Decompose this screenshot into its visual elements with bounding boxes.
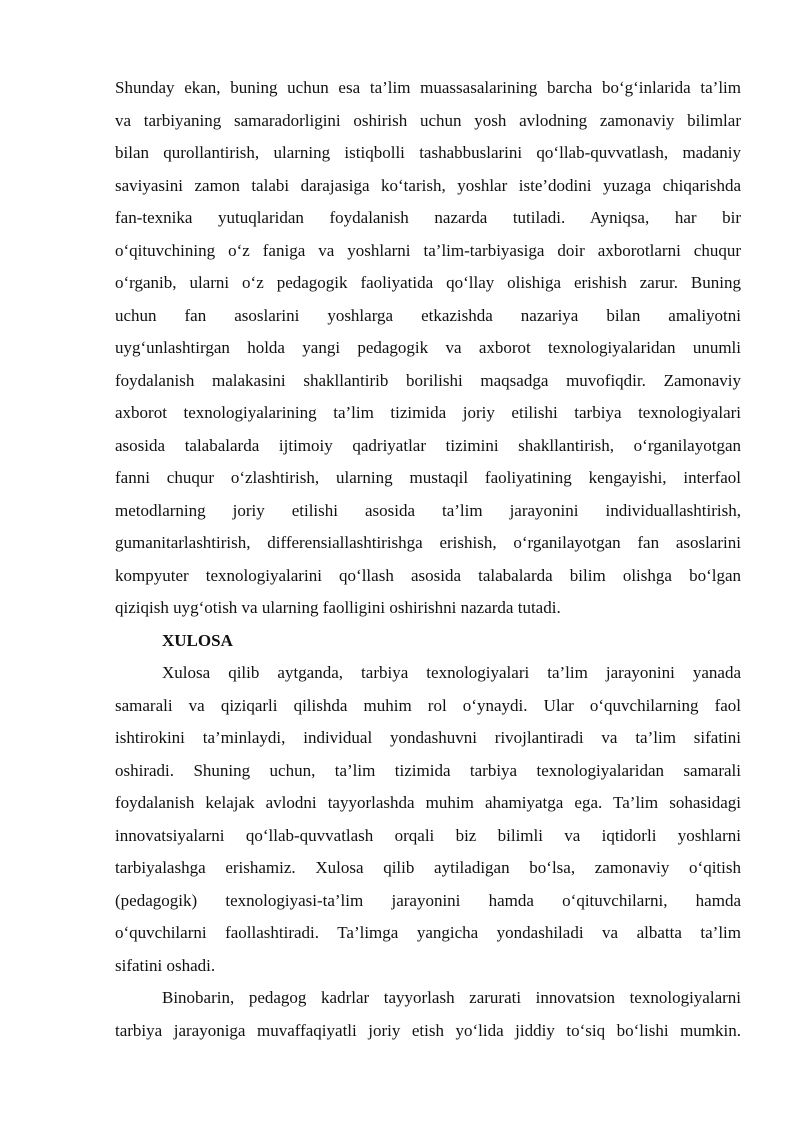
- text-line: axborot texnologiyalarining ta’lim tizimida joriy etilishi tarbiya texnologiyalari: [115, 403, 741, 422]
- text-line: bilan qurollantirish, ularning istiqbolli tashabbuslarini qo‘llab-quvvatlash, madaniy: [115, 143, 741, 162]
- text-line: asosida talabalarda ijtimoiy qadriyatlar tizimini shakllantirish, o‘rganilayotgan: [115, 435, 741, 455]
- text-line: o‘rganib, ularni o‘z pedagogik faoliyatida qo‘llay olishiga erishish zarur. Buning: [115, 273, 741, 292]
- text-line: uyg‘unlashtirgan holda yangi pedagogik va axborot texnologiyalaridan unumli: [115, 338, 741, 357]
- text-line: qiziqish uyg‘otish va ularning faolligini oshirishni nazarda tutadi.: [115, 598, 561, 617]
- paragraph-1: [115, 72, 741, 625]
- document-body: [115, 72, 741, 1047]
- text-line: sifatini oshadi.: [115, 955, 216, 975]
- text-line: samarali va qiziqarli qilishda muhim rol o‘ynaydi. Ular o‘quvchilarning faol: [115, 695, 741, 715]
- text-line: fanni chuqur o‘zlashtirish, ularning mustaqil faoliyatining kengayishi, interfaol: [115, 468, 741, 487]
- text-line: tarbiya jarayoniga muvaffaqiyatli joriy etish yo‘lida jiddiy to‘siq bo‘lishi mumkin.: [115, 1020, 741, 1040]
- text-line: kompyuter texnologiyalarini qo‘llash asosida talabalarda bilim olishga bo‘lgan: [115, 565, 741, 585]
- text-line: foydalanish kelajak avlodni tayyorlashda muhim ahamiyatga ega. Ta’lim sohasidagi: [115, 793, 741, 812]
- text-line: fan-texnika yutuqlaridan foydalanish nazarda tutiladi. Ayniqsa, har bir: [115, 208, 741, 227]
- text-line: o‘quvchilarni faollashtiradi. Ta’limga yangicha yondashiladi va albatta ta’lim: [115, 923, 741, 942]
- text-line: (pedagogik) texnologiyasi-ta’lim jarayonini hamda o‘qituvchilarni, hamda: [115, 890, 741, 910]
- text-line: o‘qituvchining o‘z faniga va yoshlarni ta’lim-tarbiyasiga doir axborotlarni chuqur: [115, 240, 741, 260]
- text-line: innovatsiyalarni qo‘llab-quvvatlash orqali biz bilimli va iqtidorli yoshlarni: [115, 825, 741, 845]
- text-line: Shunday ekan, buning uchun esa ta’lim muassasalarining barcha bo‘g‘inlarida ta’lim: [115, 78, 741, 97]
- text-line: metodlarning joriy etilishi asosida ta’lim jarayonini individuallashtirish,: [115, 500, 741, 520]
- text-line: foydalanish malakasini shakllantirib borilishi maqsadga muvofiqdir. Zamonaviy: [115, 370, 741, 390]
- text-line: Binobarin, pedagog kadrlar tayyorlash zarurati innovatsion texnologiyalarni: [162, 988, 741, 1007]
- text-line: va tarbiyaning samaradorligini oshirish uchun yosh avlodning zamonaviy bilimlar: [115, 110, 741, 130]
- text-line: gumanitarlashtirish, differensiallashtirishga erishish, o‘rganilayotgan fan asoslarini: [115, 533, 741, 552]
- paragraph-3: [115, 982, 741, 1047]
- section-heading: XULOSA: [162, 630, 233, 650]
- text-line: saviyasini zamon talabi darajasiga ko‘tarish, yoshlar iste’dodini yuzaga chiqarishda: [115, 175, 741, 195]
- text-line: Xulosa qilib aytganda, tarbiya texnologiyalari ta’lim jarayonini yanada: [162, 663, 741, 682]
- text-line: ishtirokini ta’minlaydi, individual yondashuvni rivojlantiradi va ta’lim sifatini: [115, 728, 741, 747]
- paragraph-2: [115, 657, 741, 982]
- text-line: oshiradi. Shuning uchun, ta’lim tizimida tarbiya texnologiyalaridan samarali: [115, 760, 741, 780]
- text-line: tarbiyalashga erishamiz. Xulosa qilib aytiladigan bo‘lsa, zamonaviy o‘qitish: [115, 858, 741, 877]
- text-line: uchun fan asoslarini yoshlarga etkazishda nazariya bilan amaliyotni: [115, 305, 741, 325]
